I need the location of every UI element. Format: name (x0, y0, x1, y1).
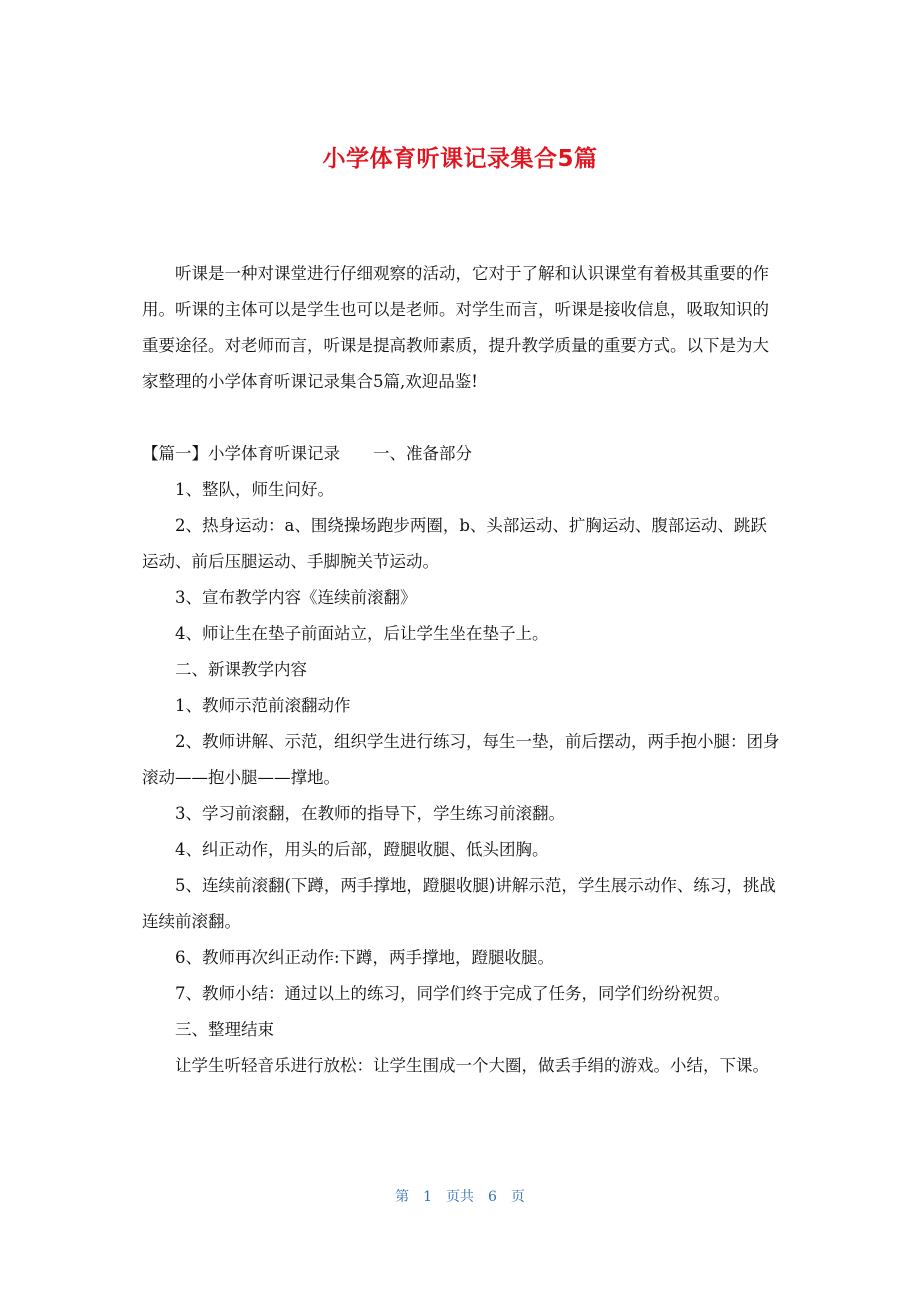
page-footer (0, 1186, 920, 1206)
body-paragraph: 7、教师小结：通过以上的练习，同学们终于完成了任务，同学们纷纷祝贺。 (175, 984, 730, 1003)
body-paragraph: 4、师让生在垫子前面站立，后让学生坐在垫子上。 (175, 624, 549, 643)
body-paragraph: 6、教师再次纠正动作:下蹲，两手撑地，蹬腿收腿。 (175, 948, 555, 967)
page-label-suffix: 页 (510, 1189, 525, 1205)
body-paragraph: 1、整队，师生问好。 (175, 480, 334, 499)
body-paragraph: 3、宣布教学内容《连续前滚翻》 (175, 588, 417, 607)
current-page-number: 1 (423, 1189, 432, 1205)
document-title: 小学体育听课记录集合5篇 (322, 146, 598, 172)
section-heading-part1: 【篇一】小学体育听课记录 一、准备部分 (142, 444, 472, 463)
article-body (142, 436, 782, 1084)
total-pages-number: 6 (488, 1189, 497, 1205)
page-label-mid: 页共 (446, 1189, 474, 1205)
body-paragraph: 3、学习前滚翻，在教师的指导下，学生练习前滚翻。 (175, 804, 565, 823)
body-paragraph: 5、连续前滚翻(下蹲，两手撑地，蹬腿收腿)讲解示范，学生展示动作、练习，挑战连续前滚翻。 (142, 876, 776, 931)
intro-paragraph: 听课是一种对课堂进行仔细观察的活动，它对于了解和认识课堂有着极其重要的作用。听课的主体可以是学生也可以是老师。对学生而言，听课是接收信息，吸取知识的重要途径。对老师而言，听课是提高教师素质，提升教学质量的重要方式。以下是为大家整理的小学体育听课记录集合5篇,欢迎品鉴! (142, 264, 769, 391)
body-paragraph: 2、热身运动：a、围绕操场跑步两圈，b、头部运动、扩胸运动、腹部运动、跳跃运动、前后压腿运动、手脚腕关节运动。 (142, 516, 767, 571)
intro-section (142, 256, 782, 400)
body-paragraph: 让学生听轻音乐进行放松：让学生围成一个大圈，做丢手绢的游戏。小结，下课。 (175, 1056, 769, 1075)
body-paragraph: 1、教师示范前滚翻动作 (175, 696, 351, 715)
body-paragraph: 2、教师讲解、示范，组织学生进行练习，每生一垫，前后摆动，两手抱小腿：团身滚动——抱小腿——撑地。 (142, 732, 780, 787)
section-heading-new-lesson: 二、新课教学内容 (175, 660, 307, 679)
section-heading-wrap-up: 三、整理结束 (175, 1020, 274, 1039)
page-label-prefix: 第 (395, 1189, 410, 1205)
body-paragraph: 4、纠正动作，用头的后部，蹬腿收腿、低头团胸。 (175, 840, 549, 859)
